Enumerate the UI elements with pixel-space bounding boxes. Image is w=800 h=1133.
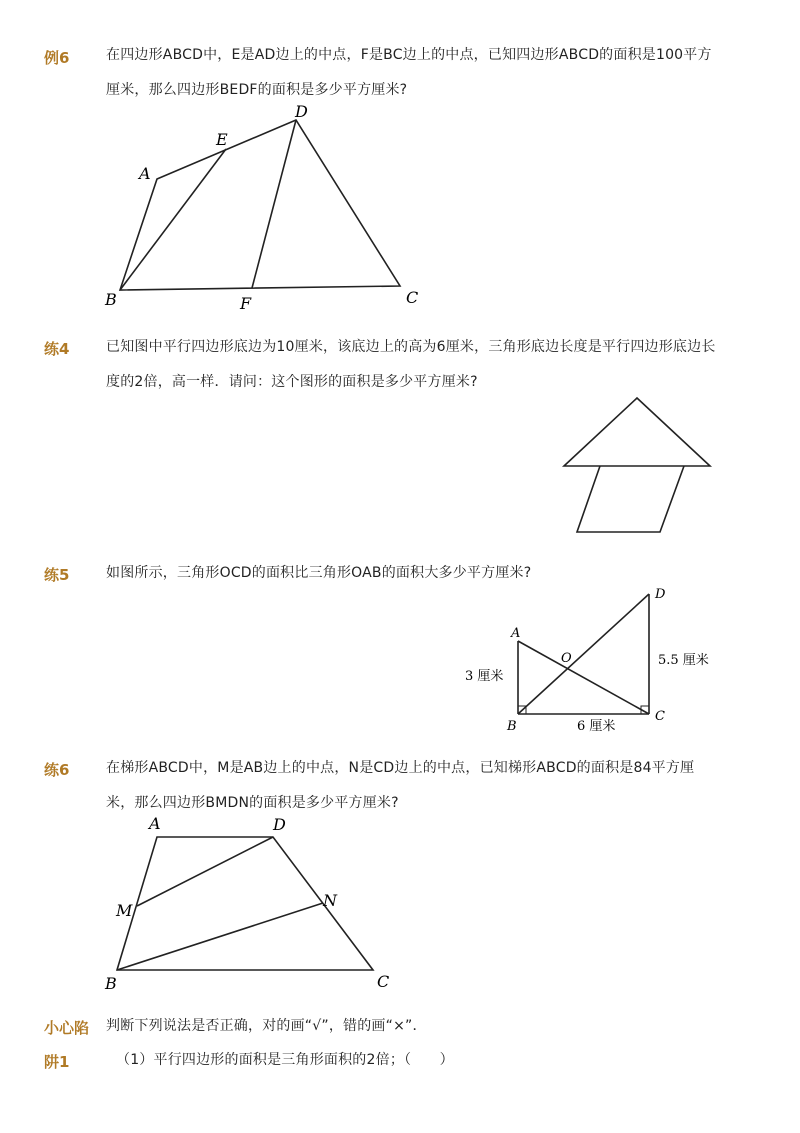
practice-4-line-1: 已知图中平行四边形底边为10厘米，该底边上的高为6厘米，三角形底边长度是平行四边形底边长 [106, 339, 716, 355]
trap-item-tag: 阱1 [44, 1053, 70, 1071]
label-f: F [240, 294, 252, 313]
label-d: D [655, 587, 666, 602]
practice-4-line-2: 度的2倍，高一样．请问：这个图形的面积是多少平方厘米? [106, 374, 478, 390]
label-c: C [406, 288, 419, 307]
label-c: C [655, 709, 665, 724]
trap-item-1: （1）平行四边形的面积是三角形面积的2倍；（ ） [116, 1052, 454, 1068]
example-6-tag: 例6 [44, 49, 70, 67]
practice-4-tag: 练4 [44, 340, 70, 358]
label-d: D [295, 102, 308, 121]
label-b: B [105, 290, 117, 309]
segment-md [137, 837, 273, 906]
practice-6-line-1: 在梯形ABCD中，M是AB边上的中点，N是CD边上的中点，已知梯形ABCD的面积是84平方厘 [106, 760, 695, 776]
label-e: E [216, 130, 228, 149]
label-a: A [511, 626, 521, 641]
length-cd: 5.5 厘米 [658, 653, 709, 668]
example-6-line-1: 在四边形ABCD中，E是AD边上的中点，F是BC边上的中点，已知四边形ABCD的面积是100平方 [106, 47, 712, 63]
practice-6-tag: 练6 [44, 761, 70, 779]
label-d: D [273, 815, 286, 834]
trap-text: 判断下列说法是否正确，对的画“√”，错的画“×”． [106, 1018, 427, 1034]
practice-6-line-2: 米，那么四边形BMDN的面积是多少平方厘米? [106, 795, 399, 811]
label-n: N [323, 891, 337, 910]
label-c: C [377, 972, 390, 991]
segment-bn [117, 903, 323, 970]
label-m: M [116, 901, 133, 920]
label-b: B [105, 974, 117, 993]
example-6-line-2: 厘米，那么四边形BEDF的面积是多少平方厘米? [106, 82, 408, 98]
label-o: O [561, 651, 572, 666]
practice-5-tag: 练5 [44, 566, 70, 584]
length-bc: 6 厘米 [577, 719, 616, 734]
practice-5-line-1: 如图所示，三角形OCD的面积比三角形OAB的面积大多少平方厘米? [106, 565, 532, 581]
length-ab: 3 厘米 [465, 669, 504, 684]
label-b: B [507, 719, 517, 734]
label-a: A [139, 164, 151, 183]
label-a: A [149, 814, 161, 833]
trap-tag: 小心陷 [44, 1019, 90, 1037]
